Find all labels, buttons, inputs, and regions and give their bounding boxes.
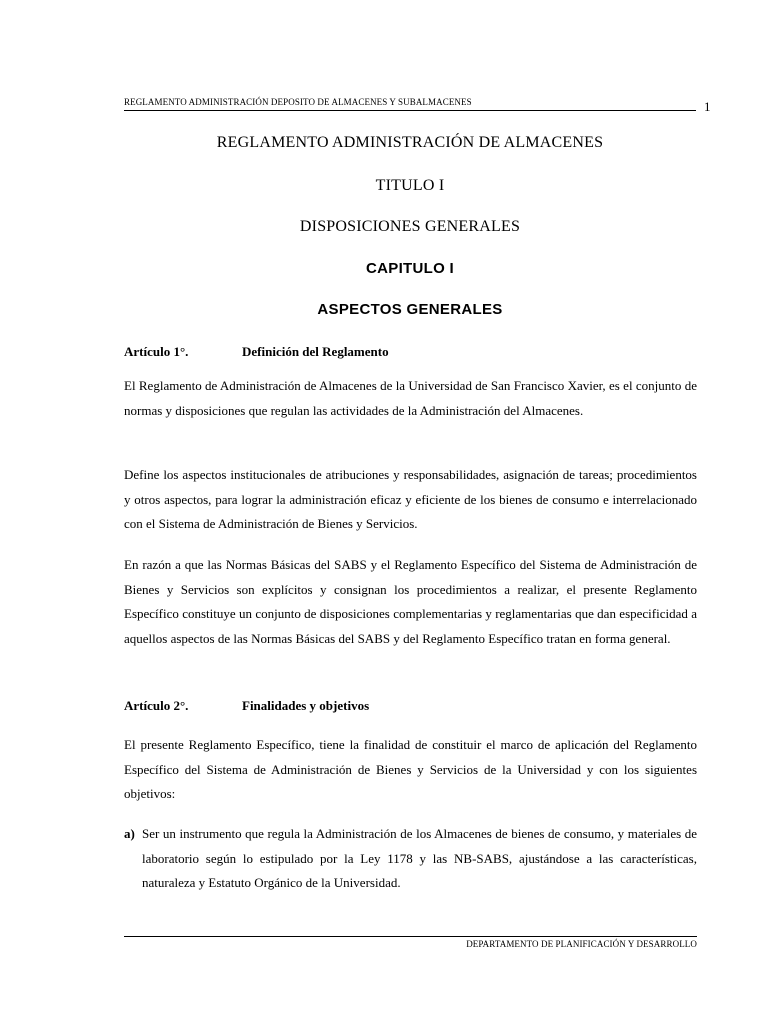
article-1-paragraph-2: Define los aspectos institucionales de atribuciones y responsabilidades, asignación de tareas; procedimientos y otros aspectos, para lograr la administración eficaz y eficiente de los bienes de consumo e interrelacionado con el Sistema de Administración de Bienes y Servicios. <box>124 467 697 531</box>
titulo-name-heading: DISPOSICIONES GENERALES <box>299 218 521 235</box>
list-item <box>124 822 697 896</box>
running-header: REGLAMENTO ADMINISTRACIÓN DEPOSITO DE ALMACENES Y SUBALMACENES <box>124 97 696 111</box>
document-title: REGLAMENTO ADMINISTRACIÓN DE ALMACENES <box>216 134 604 151</box>
capitulo-name-heading: ASPECTOS GENERALES <box>317 301 503 318</box>
article-title: Definición del Reglamento <box>242 344 389 359</box>
article-number: Artículo 1°. <box>124 344 189 359</box>
list-marker: a) <box>124 826 135 841</box>
capitulo-heading: CAPITULO I <box>366 260 454 277</box>
running-footer: DEPARTAMENTO DE PLANIFICACIÓN Y DESARROLLO <box>466 939 697 949</box>
article-1-paragraph-1: El Reglamento de Administración de Almacenes de la Universidad de San Francisco Xavier, es el conjunto de normas y disposiciones que regulan las actividades de la Administración del Almacenes. <box>124 378 697 418</box>
page-number: 1 <box>704 99 711 114</box>
article-1-heading <box>124 344 389 360</box>
article-title: Finalidades y objetivos <box>242 698 370 713</box>
article-1-paragraph-3: En razón a que las Normas Básicas del SABS y el Reglamento Específico del Sistema de Administración de Bienes y Servicios son explícitos y consignan los procedimientos a realizar, el presente Reglamento Específico constituye un conjunto de disposiciones complementarias y reglamentarias que dan especificidad a aquellos aspectos de las Normas Básicas del SABS y del Reglamento Específico tratan en forma general. <box>124 557 697 646</box>
list-item-text: Ser un instrumento que regula la Administración de los Almacenes de bienes de consumo, y materiales de laboratorio según lo estipulado por la Ley 1178 y las NB-SABS, ajustándose a las características, naturaleza y Estatuto Orgánico de la Universidad. <box>142 826 697 890</box>
titulo-heading: TITULO I <box>375 177 445 194</box>
article-number: Artículo 2°. <box>124 698 189 713</box>
article-2-paragraph-1: El presente Reglamento Específico, tiene la finalidad de constituir el marco de aplicación del Reglamento Específico del Sistema de Administración de Bienes y Servicios de la Universidad y con los siguientes objetivos: <box>124 737 697 801</box>
article-2-heading <box>124 698 369 714</box>
footer-divider <box>124 936 697 937</box>
